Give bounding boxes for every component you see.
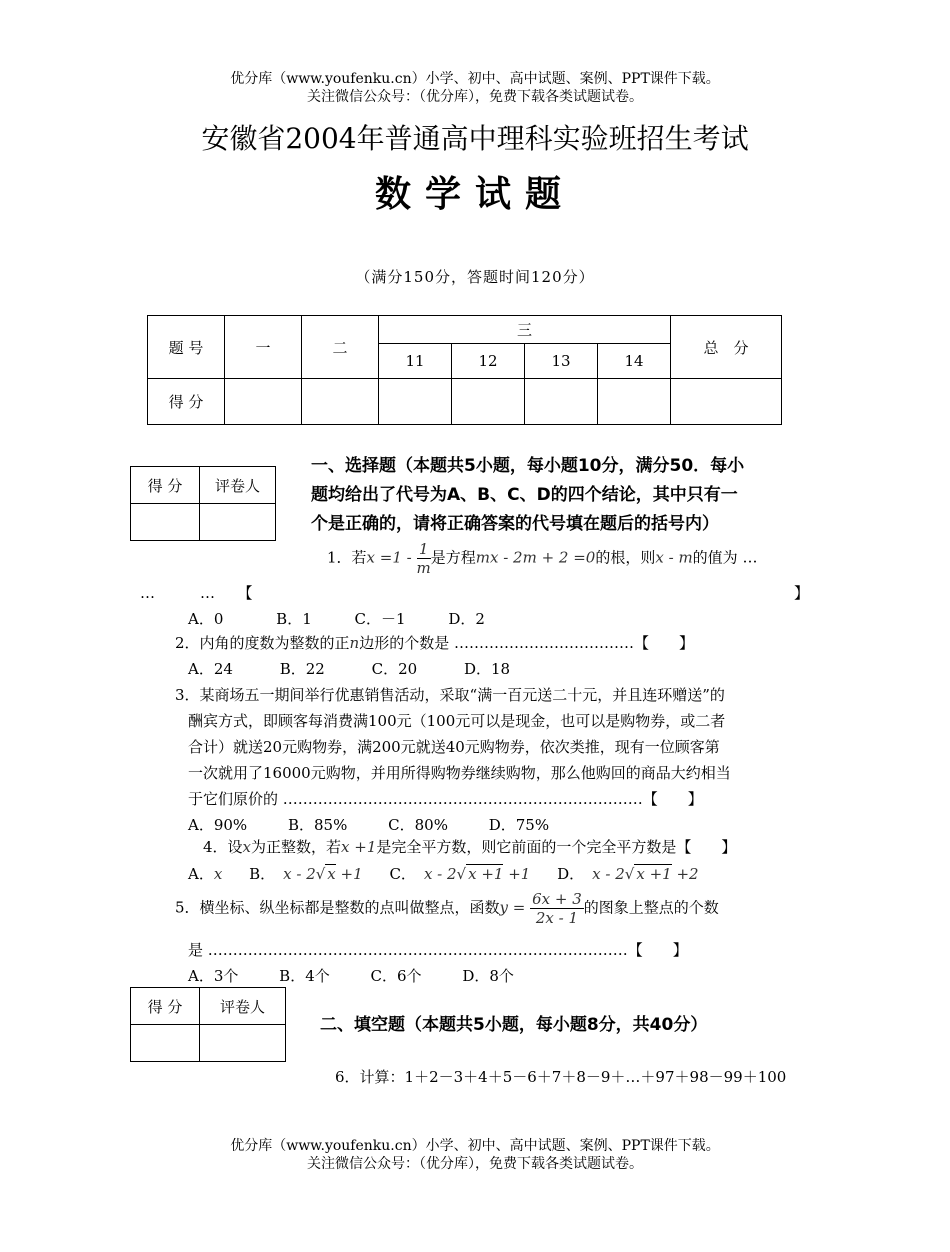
score-cell[interactable] bbox=[225, 379, 302, 425]
option-d[interactable]: D．8个 bbox=[462, 967, 514, 985]
grader-name-cell[interactable] bbox=[200, 1025, 286, 1062]
grader-box-1 bbox=[130, 466, 276, 541]
question-3-line-4: 一次就用了16000元购物，并用所得购物券继续购物，那么他购回的商品大约相当 bbox=[188, 764, 731, 782]
score-cell[interactable] bbox=[302, 379, 379, 425]
row-label-score: 得 分 bbox=[148, 379, 225, 425]
score-cell[interactable] bbox=[598, 379, 671, 425]
col-total: 总 分 bbox=[671, 316, 782, 379]
question-3-line-2: 酬宾方式，即顾客每消费满100元（100元可以是现金，也可以是购物券，或二者 bbox=[188, 712, 726, 730]
grader-name-label: 评卷人 bbox=[200, 988, 286, 1025]
option-c[interactable]: C．80% bbox=[388, 816, 448, 834]
option-d[interactable]: D．75% bbox=[488, 816, 550, 834]
exam-title: 安徽省2004年普通高中理科实验班招生考试 bbox=[201, 122, 749, 155]
option-a[interactable]: A．0 bbox=[188, 610, 224, 628]
row-label-question-number: 题 号 bbox=[148, 316, 225, 379]
question-6: 6．计算：1＋2－3＋4＋5－6＋7＋8－9＋…＋97＋98－99＋100 bbox=[335, 1068, 787, 1086]
option-a[interactable]: A．x bbox=[188, 865, 223, 883]
col-q11: 11 bbox=[379, 344, 452, 379]
question-1-continuation: … … 【 bbox=[140, 584, 253, 602]
question-1-bracket-end: 】 bbox=[794, 584, 810, 602]
question-4: 4．设x为正整数，若x +1是完全平方数，则它前面的一个完全平方数是【 】 bbox=[203, 838, 737, 856]
section2-heading: 二、填空题（本题共5小题，每小题8分，共40分） bbox=[320, 1015, 708, 1035]
section1-heading-line-1: 一、选择题（本题共5小题，每小题10分，满分50．每小 bbox=[311, 456, 745, 476]
col-section-2: 二 bbox=[302, 316, 379, 379]
option-b[interactable]: B．4个 bbox=[279, 967, 330, 985]
score-table bbox=[147, 315, 782, 425]
grader-score-cell[interactable] bbox=[131, 1025, 200, 1062]
col-q13: 13 bbox=[525, 344, 598, 379]
score-cell[interactable] bbox=[452, 379, 525, 425]
footer-line-2: 关注微信公众号：（优分库），免费下载各类试题试卷。 bbox=[307, 1156, 643, 1172]
question-1: 1．若x =1 - $\frac{1}{m}$ 是方程mx - 2m + 2 =0的根，则x - m的值为 … bbox=[327, 540, 758, 577]
question-5-options bbox=[188, 963, 514, 989]
section1-heading-line-2: 题均给出了代号为A、B、C、D的四个结论，其中只有一 bbox=[311, 485, 738, 505]
option-a[interactable]: A．24 bbox=[188, 660, 233, 678]
grader-name-label: 评卷人 bbox=[200, 467, 276, 504]
grader-box-2 bbox=[130, 987, 286, 1062]
option-c[interactable]: C．20 bbox=[371, 660, 418, 678]
question-2: 2．内角的度数为整数的正n边形的个数是 ………………………………【 】 bbox=[175, 634, 694, 652]
exam-subtitle: 数学试题 bbox=[374, 174, 575, 215]
question-3-line-3: 合计）就送20元购物券，满200元就送40元购物券，依次类推，现有一位顾客第 bbox=[188, 738, 720, 756]
option-c[interactable]: C．－1 bbox=[354, 610, 406, 628]
grader-score-cell[interactable] bbox=[131, 504, 200, 541]
score-cell[interactable] bbox=[379, 379, 452, 425]
option-a[interactable]: A．90% bbox=[188, 816, 248, 834]
question-1-options bbox=[188, 606, 485, 632]
grader-score-label: 得 分 bbox=[131, 467, 200, 504]
footer-line-1: 优分库（www.youfenku.cn）小学、初中、高中试题、案例、PPT课件下载。 bbox=[230, 1138, 720, 1154]
exam-note: （满分150分，答题时间120分） bbox=[355, 268, 595, 286]
col-section-3: 三 bbox=[379, 316, 671, 344]
option-c[interactable]: C． x - 2√ x +1 +1 bbox=[389, 865, 531, 883]
question-2-options bbox=[188, 656, 510, 682]
option-b[interactable]: B．85% bbox=[287, 816, 348, 834]
option-d[interactable]: D．18 bbox=[463, 660, 511, 678]
header-line-2: 关注微信公众号：（优分库），免费下载各类试题试卷。 bbox=[307, 89, 643, 105]
col-section-1: 一 bbox=[225, 316, 302, 379]
grader-score-label: 得 分 bbox=[131, 988, 200, 1025]
option-b[interactable]: B． x - 2√ x +1 bbox=[249, 865, 363, 883]
option-c[interactable]: C．6个 bbox=[370, 967, 422, 985]
option-b[interactable]: B．22 bbox=[279, 660, 325, 678]
grader-name-cell[interactable] bbox=[200, 504, 276, 541]
section1-heading-line-3: 个是正确的，请将正确答案的代号填在题后的括号内） bbox=[311, 514, 719, 534]
option-d[interactable]: D． x - 2√ x +1 +2 bbox=[557, 865, 699, 883]
question-3-line-5: 于它们原价的 ………………………………………………………………【 】 bbox=[188, 790, 703, 808]
question-5-line-2: 是 …………………………………………………………………………【 】 bbox=[188, 941, 688, 959]
score-cell[interactable] bbox=[525, 379, 598, 425]
col-q12: 12 bbox=[452, 344, 525, 379]
header-line-1: 优分库（www.youfenku.cn）小学、初中、高中试题、案例、PPT课件下载。 bbox=[230, 71, 720, 87]
score-cell[interactable] bbox=[671, 379, 782, 425]
option-b[interactable]: B．1 bbox=[276, 610, 312, 628]
question-4-options bbox=[188, 861, 699, 887]
question-3-line-1: 3．某商场五一期间举行优惠销售活动，采取“满一百元送二十元，并且连环赠送”的 bbox=[175, 686, 725, 704]
option-d[interactable]: D．2 bbox=[448, 610, 485, 628]
question-5: 5．横坐标、纵坐标都是整数的点叫做整点，函数y = $\frac{6x + 3}{2x - 1}$ 的图象上整点的个数 bbox=[175, 890, 719, 927]
option-a[interactable]: A．3个 bbox=[188, 967, 239, 985]
col-q14: 14 bbox=[598, 344, 671, 379]
